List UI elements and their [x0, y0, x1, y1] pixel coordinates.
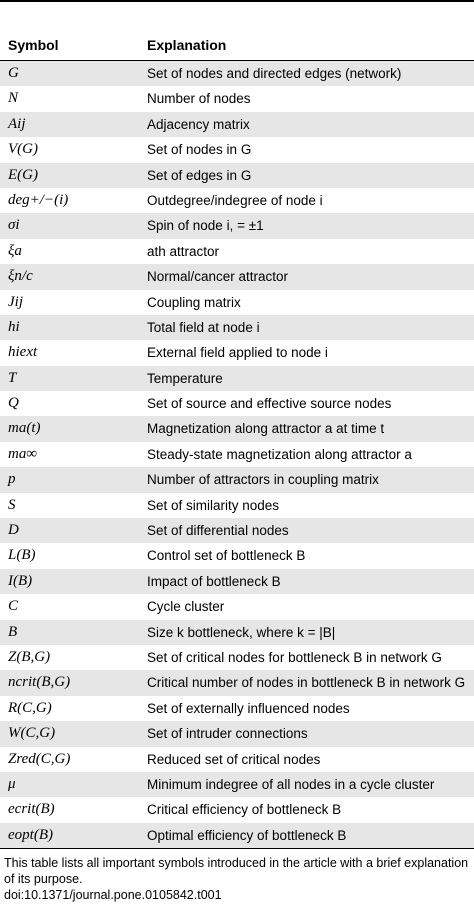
table-row — [0, 340, 474, 365]
row-symbol: B — [8, 623, 18, 640]
row-symbol: ma∞ — [8, 445, 38, 462]
table-row — [0, 366, 474, 391]
table-row — [0, 61, 474, 86]
row-symbol: hiext — [8, 344, 38, 361]
row-explanation: Critical number of nodes in bottleneck B in network G — [147, 675, 466, 691]
table-row — [0, 416, 474, 441]
row-explanation: Set of critical nodes for bottleneck B in network G — [147, 649, 442, 665]
footnote-doi: doi:10.1371/journal.pone.0105842.t001 — [4, 888, 222, 902]
row-explanation: Number of nodes — [147, 91, 251, 107]
table-row — [0, 696, 474, 721]
row-symbol: C — [8, 598, 19, 615]
table-row — [0, 772, 474, 797]
row-explanation: Outdegree/indegree of node i — [147, 192, 323, 208]
row-symbol: Jij — [8, 293, 23, 310]
row-explanation: Size k bottleneck, where k = |B| — [147, 624, 336, 640]
table-row — [0, 264, 474, 289]
row-symbol: D — [8, 522, 19, 539]
row-symbol: deg+/−(i) — [8, 191, 69, 208]
footnote-text: This table lists all important symbols introduced in the article with a brief explanation of its purpose. — [4, 856, 469, 886]
row-symbol: S — [8, 496, 16, 513]
table-row — [0, 290, 474, 315]
row-explanation: Reduced set of critical nodes — [147, 751, 321, 767]
table-row — [0, 797, 474, 822]
table-row — [0, 620, 474, 645]
row-symbol: eopt(B) — [8, 826, 53, 843]
row-symbol: Z(B,G) — [8, 648, 51, 665]
row-explanation: Normal/cancer attractor — [147, 269, 289, 285]
row-explanation: Total field at node i — [147, 319, 260, 335]
table-row — [0, 137, 474, 162]
row-symbol: G — [8, 65, 19, 81]
table-row — [0, 112, 474, 137]
row-symbol: ma(t) — [8, 420, 41, 437]
top-rule — [0, 0, 474, 2]
row-explanation: Optimal efficiency of bottleneck B — [147, 827, 347, 843]
row-symbol: ncrit(B,G) — [8, 674, 71, 691]
table-row — [0, 721, 474, 746]
row-explanation: Spin of node i, = ±1 — [147, 218, 264, 234]
row-explanation: Cycle cluster — [147, 599, 225, 615]
row-explanation: Critical efficiency of bottleneck B — [147, 802, 342, 818]
table-row — [0, 467, 474, 492]
table-row — [0, 188, 474, 213]
row-explanation: Coupling matrix — [147, 294, 241, 310]
table-row — [0, 747, 474, 772]
table-row — [0, 213, 474, 238]
row-symbol: Q — [8, 395, 19, 412]
table-header — [0, 30, 474, 60]
row-symbol: N — [8, 90, 19, 107]
row-symbol: E(G) — [8, 166, 38, 183]
table-row — [0, 391, 474, 416]
row-explanation: Impact of bottleneck B — [147, 573, 281, 589]
row-explanation: Set of source and effective source nodes — [147, 396, 392, 412]
row-explanation: Steady-state magnetization along attractor a — [147, 446, 412, 462]
table-row — [0, 315, 474, 340]
row-explanation: Adjacency matrix — [147, 116, 250, 132]
row-explanation: Set of similarity nodes — [147, 497, 280, 513]
table-body — [0, 61, 474, 848]
row-symbol: Aij — [8, 115, 26, 132]
table-row — [0, 442, 474, 467]
table-row — [0, 645, 474, 670]
row-symbol: ξn/c — [8, 268, 33, 285]
table-row — [0, 239, 474, 264]
table-row — [0, 594, 474, 619]
row-explanation: Minimum indegree of all nodes in a cycle cluster — [147, 776, 435, 792]
table-row — [0, 569, 474, 594]
row-explanation: Set of intruder connections — [147, 726, 308, 742]
row-explanation: Set of externally influenced nodes — [147, 700, 350, 716]
row-explanation: ath attractor — [147, 243, 220, 259]
row-explanation: External field applied to node i — [147, 345, 328, 361]
row-explanation: Magnetization along attractor a at time t — [147, 421, 385, 437]
row-symbol: I(B) — [8, 572, 33, 589]
row-explanation: Control set of bottleneck B — [147, 548, 306, 564]
row-symbol: R(C,G) — [8, 699, 52, 716]
row-symbol: μ — [8, 775, 16, 792]
table-row — [0, 518, 474, 543]
table-row — [0, 823, 474, 848]
row-symbol: L(B) — [8, 547, 36, 564]
table-row — [0, 86, 474, 111]
row-symbol: Zred(C,G) — [8, 750, 71, 767]
row-explanation: Set of nodes and directed edges (network) — [147, 66, 402, 81]
table-row — [0, 163, 474, 188]
row-symbol: hi — [8, 318, 20, 335]
table-row — [0, 493, 474, 518]
row-symbol: V(G) — [8, 141, 38, 158]
table-footnote — [4, 855, 470, 903]
row-symbol: σi — [8, 217, 20, 234]
row-explanation: Set of differential nodes — [147, 523, 289, 539]
header-symbol: Symbol — [8, 37, 59, 53]
table-row — [0, 670, 474, 695]
row-symbol: T — [8, 369, 17, 386]
row-explanation: Number of attractors in coupling matrix — [147, 472, 379, 488]
row-symbol: ecrit(B) — [8, 801, 55, 818]
row-explanation: Set of edges in G — [147, 167, 252, 183]
row-symbol: p — [8, 471, 16, 488]
row-symbol: W(C,G) — [8, 725, 56, 742]
row-explanation: Set of nodes in G — [147, 142, 252, 158]
row-symbol: ξa — [8, 242, 22, 259]
header-explanation: Explanation — [147, 37, 227, 53]
bottom-rule — [0, 848, 474, 849]
table-row — [0, 543, 474, 568]
row-explanation: Temperature — [147, 370, 223, 386]
